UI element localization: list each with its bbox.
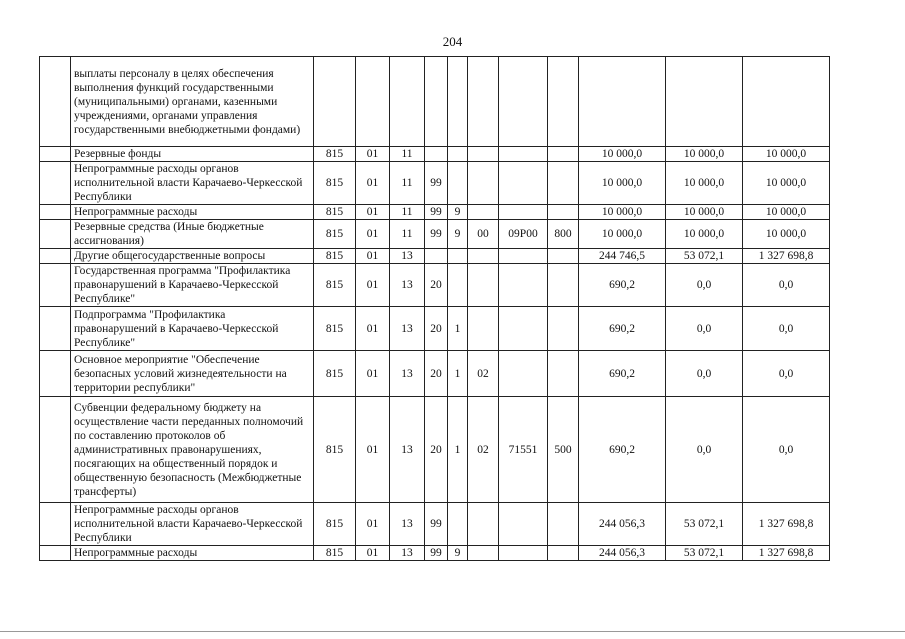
row-amount-year2: 53 072,1 xyxy=(666,503,743,546)
table-row xyxy=(40,546,830,561)
row-number-cell xyxy=(40,397,71,503)
row-subsection: 11 xyxy=(390,220,425,249)
row-section: 01 xyxy=(356,249,390,264)
row-amount-year2: 53 072,1 xyxy=(666,546,743,561)
row-amount-year3: 10 000,0 xyxy=(743,220,830,249)
row-amount-year1: 244 056,3 xyxy=(579,503,666,546)
row-program: 20 xyxy=(425,351,448,397)
row-expense-type xyxy=(548,57,579,147)
row-amount-year1: 10 000,0 xyxy=(579,205,666,220)
row-amount-year2: 10 000,0 xyxy=(666,205,743,220)
row-program: 99 xyxy=(425,205,448,220)
row-ved-code: 815 xyxy=(314,147,356,162)
row-number-cell xyxy=(40,351,71,397)
row-amount-year2: 0,0 xyxy=(666,351,743,397)
row-section: 01 xyxy=(356,351,390,397)
row-amount-year2: 10 000,0 xyxy=(666,162,743,205)
row-section xyxy=(356,57,390,147)
row-program: 99 xyxy=(425,162,448,205)
row-number-cell xyxy=(40,264,71,307)
row-subprogram: 1 xyxy=(448,397,468,503)
row-description: Субвенции федеральному бюджету на осуществление части переданных полномочий по составлению протоколов об административных правонарушениях, посягающих на общественный порядок и общественную безопасность (Межбюджетные трансферты) xyxy=(71,397,314,503)
table-row xyxy=(40,264,830,307)
row-subsection: 13 xyxy=(390,351,425,397)
row-amount-year3 xyxy=(743,57,830,147)
row-amount-year3: 0,0 xyxy=(743,351,830,397)
page-bottom-rule xyxy=(0,631,905,632)
row-ved-code: 815 xyxy=(314,249,356,264)
row-direction xyxy=(499,503,548,546)
row-expense-type xyxy=(548,546,579,561)
row-measure: 00 xyxy=(468,220,499,249)
row-amount-year2: 0,0 xyxy=(666,307,743,351)
table-row xyxy=(40,220,830,249)
table-row xyxy=(40,205,830,220)
row-subprogram xyxy=(448,503,468,546)
row-number-cell xyxy=(40,220,71,249)
row-amount-year2: 53 072,1 xyxy=(666,249,743,264)
row-subprogram: 9 xyxy=(448,220,468,249)
row-amount-year3: 0,0 xyxy=(743,397,830,503)
row-description: Основное мероприятие "Обеспечение безопасных условий жизнедеятельности на территории республики" xyxy=(71,351,314,397)
row-number-cell xyxy=(40,162,71,205)
row-ved-code xyxy=(314,57,356,147)
table-row xyxy=(40,307,830,351)
row-amount-year3: 10 000,0 xyxy=(743,162,830,205)
row-amount-year1: 690,2 xyxy=(579,397,666,503)
row-subprogram: 9 xyxy=(448,546,468,561)
row-direction xyxy=(499,351,548,397)
row-subsection: 13 xyxy=(390,307,425,351)
row-program: 99 xyxy=(425,220,448,249)
row-measure: 02 xyxy=(468,351,499,397)
row-amount-year1 xyxy=(579,57,666,147)
table-row xyxy=(40,503,830,546)
row-amount-year1: 10 000,0 xyxy=(579,220,666,249)
row-subprogram xyxy=(448,147,468,162)
row-direction: 09Р00 xyxy=(499,220,548,249)
row-amount-year1: 690,2 xyxy=(579,351,666,397)
row-description: Резервные фонды xyxy=(71,147,314,162)
row-number-cell xyxy=(40,249,71,264)
row-amount-year2: 0,0 xyxy=(666,397,743,503)
row-measure xyxy=(468,162,499,205)
row-ved-code: 815 xyxy=(314,503,356,546)
row-ved-code: 815 xyxy=(314,546,356,561)
row-amount-year1: 244 746,5 xyxy=(579,249,666,264)
row-subprogram: 1 xyxy=(448,307,468,351)
row-direction: 71551 xyxy=(499,397,548,503)
row-number-cell xyxy=(40,147,71,162)
row-measure xyxy=(468,307,499,351)
row-amount-year3: 10 000,0 xyxy=(743,147,830,162)
budget-table xyxy=(39,56,830,561)
row-subsection: 11 xyxy=(390,147,425,162)
row-number-cell xyxy=(40,546,71,561)
row-expense-type xyxy=(548,147,579,162)
row-measure: 02 xyxy=(468,397,499,503)
row-program: 20 xyxy=(425,397,448,503)
row-expense-type xyxy=(548,307,579,351)
row-description: Резервные средства (Иные бюджетные ассигнования) xyxy=(71,220,314,249)
row-amount-year1: 10 000,0 xyxy=(579,147,666,162)
row-amount-year3: 0,0 xyxy=(743,264,830,307)
row-number-cell xyxy=(40,503,71,546)
row-amount-year1: 690,2 xyxy=(579,264,666,307)
row-program: 20 xyxy=(425,307,448,351)
row-amount-year1: 244 056,3 xyxy=(579,546,666,561)
row-section: 01 xyxy=(356,546,390,561)
row-program xyxy=(425,57,448,147)
row-subsection: 13 xyxy=(390,503,425,546)
row-amount-year2 xyxy=(666,57,743,147)
row-description: Другие общегосударственные вопросы xyxy=(71,249,314,264)
row-subprogram xyxy=(448,264,468,307)
row-amount-year3: 1 327 698,8 xyxy=(743,503,830,546)
row-ved-code: 815 xyxy=(314,307,356,351)
row-amount-year3: 10 000,0 xyxy=(743,205,830,220)
row-expense-type: 800 xyxy=(548,220,579,249)
row-description: Непрограммные расходы xyxy=(71,205,314,220)
row-expense-type xyxy=(548,351,579,397)
row-section: 01 xyxy=(356,397,390,503)
row-number-cell xyxy=(40,205,71,220)
row-subprogram: 9 xyxy=(448,205,468,220)
row-subprogram xyxy=(448,162,468,205)
row-program: 99 xyxy=(425,546,448,561)
row-expense-type xyxy=(548,205,579,220)
row-direction xyxy=(499,307,548,351)
table-row xyxy=(40,57,830,147)
table-row xyxy=(40,162,830,205)
row-amount-year1: 10 000,0 xyxy=(579,162,666,205)
row-direction xyxy=(499,249,548,264)
table-row xyxy=(40,249,830,264)
row-ved-code: 815 xyxy=(314,397,356,503)
row-direction xyxy=(499,162,548,205)
table-row xyxy=(40,351,830,397)
row-measure xyxy=(468,57,499,147)
row-section: 01 xyxy=(356,205,390,220)
row-section: 01 xyxy=(356,264,390,307)
table-row xyxy=(40,147,830,162)
row-subsection: 13 xyxy=(390,397,425,503)
row-subsection: 13 xyxy=(390,264,425,307)
row-program: 20 xyxy=(425,264,448,307)
row-direction xyxy=(499,264,548,307)
row-expense-type: 500 xyxy=(548,397,579,503)
row-measure xyxy=(468,249,499,264)
row-description: Непрограммные расходы органов исполнительной власти Карачаево-Черкесской Республики xyxy=(71,162,314,205)
row-amount-year3: 1 327 698,8 xyxy=(743,546,830,561)
row-measure xyxy=(468,546,499,561)
row-amount-year3: 0,0 xyxy=(743,307,830,351)
row-description: Государственная программа "Профилактика правонарушений в Карачаево-Черкесской Республике" xyxy=(71,264,314,307)
row-subsection: 13 xyxy=(390,546,425,561)
row-section: 01 xyxy=(356,220,390,249)
row-subprogram: 1 xyxy=(448,351,468,397)
page-number: 204 xyxy=(442,34,463,49)
row-amount-year2: 10 000,0 xyxy=(666,147,743,162)
row-subsection: 11 xyxy=(390,205,425,220)
row-amount-year1: 690,2 xyxy=(579,307,666,351)
row-description: Подпрограмма "Профилактика правонарушений в Карачаево-Черкесской Республике" xyxy=(71,307,314,351)
row-ved-code: 815 xyxy=(314,264,356,307)
row-ved-code: 815 xyxy=(314,205,356,220)
row-amount-year2: 10 000,0 xyxy=(666,220,743,249)
row-measure xyxy=(468,503,499,546)
row-expense-type xyxy=(548,503,579,546)
row-amount-year2: 0,0 xyxy=(666,264,743,307)
row-description: Непрограммные расходы xyxy=(71,546,314,561)
row-section: 01 xyxy=(356,162,390,205)
row-subprogram xyxy=(448,249,468,264)
row-direction xyxy=(499,205,548,220)
row-direction xyxy=(499,57,548,147)
row-number-cell xyxy=(40,57,71,147)
row-ved-code: 815 xyxy=(314,162,356,205)
row-description: Непрограммные расходы органов исполнительной власти Карачаево-Черкесской Республики xyxy=(71,503,314,546)
row-subsection xyxy=(390,57,425,147)
row-section: 01 xyxy=(356,307,390,351)
row-program xyxy=(425,249,448,264)
row-ved-code: 815 xyxy=(314,220,356,249)
row-number-cell xyxy=(40,307,71,351)
row-program xyxy=(425,147,448,162)
row-subsection: 13 xyxy=(390,249,425,264)
row-measure xyxy=(468,147,499,162)
row-expense-type xyxy=(548,162,579,205)
row-direction xyxy=(499,546,548,561)
row-subsection: 11 xyxy=(390,162,425,205)
row-measure xyxy=(468,264,499,307)
row-section: 01 xyxy=(356,147,390,162)
table-row xyxy=(40,397,830,503)
row-ved-code: 815 xyxy=(314,351,356,397)
row-section: 01 xyxy=(356,503,390,546)
row-amount-year3: 1 327 698,8 xyxy=(743,249,830,264)
row-description: выплаты персоналу в целях обеспечения выполнения функций государственными (муниципальными) органами, казенными учреждениями, органами управления государственными внебюджетными фондами) xyxy=(71,57,314,147)
row-subprogram xyxy=(448,57,468,147)
row-expense-type xyxy=(548,264,579,307)
row-direction xyxy=(499,147,548,162)
row-expense-type xyxy=(548,249,579,264)
row-program: 99 xyxy=(425,503,448,546)
row-measure xyxy=(468,205,499,220)
